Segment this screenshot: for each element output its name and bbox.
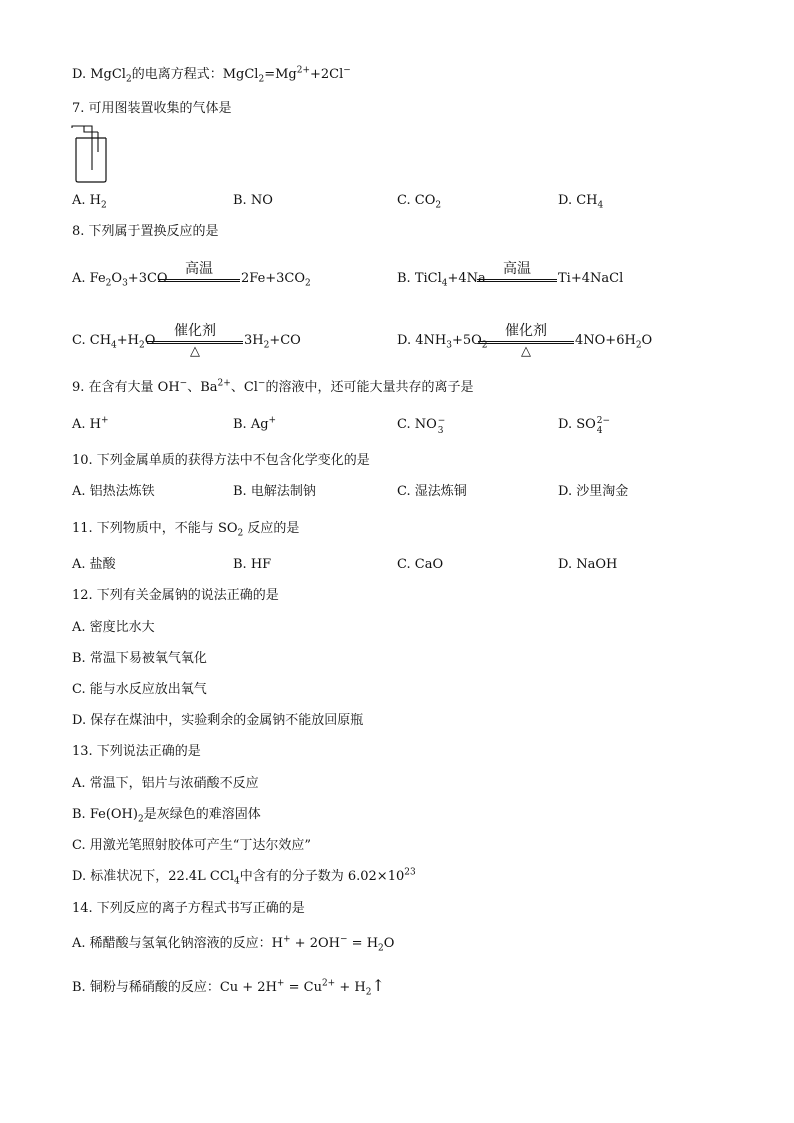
q11-option-d: D. NaOH <box>558 557 618 572</box>
q10-option-c: C. 湿法炼铜 <box>397 484 467 499</box>
q13-option-b: B. $Fe(OH)_2$是灰绿色的难溶固体 <box>72 807 261 825</box>
q10-option-b: B. 电解法制钠 <box>233 484 316 499</box>
q12-stem: 12. 下列有关金属钠的说法正确的是 <box>72 588 279 603</box>
q7-option-c: C. $CO_2$ <box>397 193 442 211</box>
q7-option-b: B. NO <box>233 193 273 208</box>
q8-stem: 8. 下列属于置换反应的是 <box>72 224 219 239</box>
q10-stem: 10. 下列金属单质的获得方法中不包含化学变化的是 <box>72 453 370 468</box>
q8-a-products: $2Fe+3CO_2$ <box>241 271 311 289</box>
q9-stem: 9. 在含有大量 OH−、$Ba^{2+}$、Cl−的溶液中，还可能大量共存的离子是 <box>72 378 474 395</box>
q8-option-a: A. $Fe_2O_3+3CO$ <box>72 271 168 289</box>
q11-option-c: C. CaO <box>397 557 444 572</box>
q14-stem: 14. 下列反应的离子方程式书写正确的是 <box>72 901 305 916</box>
q14-option-b: B. 铜粉与稀硝酸的反应：$Cu + 2H^+ = Cu^{2+}$ + $H_2↑$ <box>72 976 385 998</box>
q12-option-a: A. 密度比水大 <box>72 620 155 635</box>
q9-option-c: C. NO − 3 <box>397 416 446 436</box>
q11-option-a: A. 盐酸 <box>72 557 116 572</box>
q13-stem: 13. 下列说法正确的是 <box>72 744 201 759</box>
q12-option-b: B. 常温下易被氧气氧化 <box>72 651 207 666</box>
q10-option-a: A. 铝热法炼铁 <box>72 484 155 499</box>
q12-option-d: D. 保存在煤油中，实验剩余的金属钠不能放回原瓶 <box>72 713 364 728</box>
q7-option-d: D. $CH_4$ <box>558 193 604 211</box>
q12-option-c: C. 能与水反应放出氧气 <box>72 682 207 697</box>
q13-option-a: A. 常温下，铝片与浓硝酸不反应 <box>72 776 259 791</box>
q14-option-a: A. 稀醋酸与氢氧化钠溶液的反应：$H^+ + 2OH^- = H_2O$ <box>72 934 395 954</box>
q11-option-b: B. HF <box>233 557 272 572</box>
q13-option-d: D. 标准状况下，22.4L CCl$_4$中含有的分子数为 $6.02\times 10^{23}$ <box>72 867 416 887</box>
q8-option-d: D. $4NH_3+5O_2$ <box>397 333 488 351</box>
q8-b-products: Ti+4NaCl <box>558 271 624 286</box>
q8-d-products: $4NO+6H_2O$ <box>575 333 653 351</box>
q9-option-a: A. H+ <box>72 415 109 432</box>
q13-option-c: C. 用激光笔照射胶体可产生“丁达尔效应” <box>72 838 312 853</box>
q9-option-d: D. SO 2− 4 <box>558 416 611 436</box>
q7-stem: 7. 可用图装置收集的气体是 <box>72 101 232 116</box>
q10-option-d: D. 沙里淘金 <box>558 484 629 499</box>
q9-option-b: B. Ag+ <box>233 415 277 432</box>
q8-option-c: C. $CH_4+H_2O$ <box>72 333 156 351</box>
gas-collection-bottle-icon <box>70 122 114 184</box>
q6-option-d: D. MgCl$_2$的电离方程式：$MgCl_2=Mg^{2+}+2Cl^-$ <box>72 65 351 85</box>
q8-c-products: $3H_2+CO$ <box>244 333 301 351</box>
q8-option-b: B. TiCl$_4$+4Na <box>397 271 486 289</box>
q11-stem: 11. 下列物质中，不能与 $SO_2$ 反应的是 <box>72 521 300 539</box>
q7-option-a: A. $H_2$ <box>72 193 107 211</box>
